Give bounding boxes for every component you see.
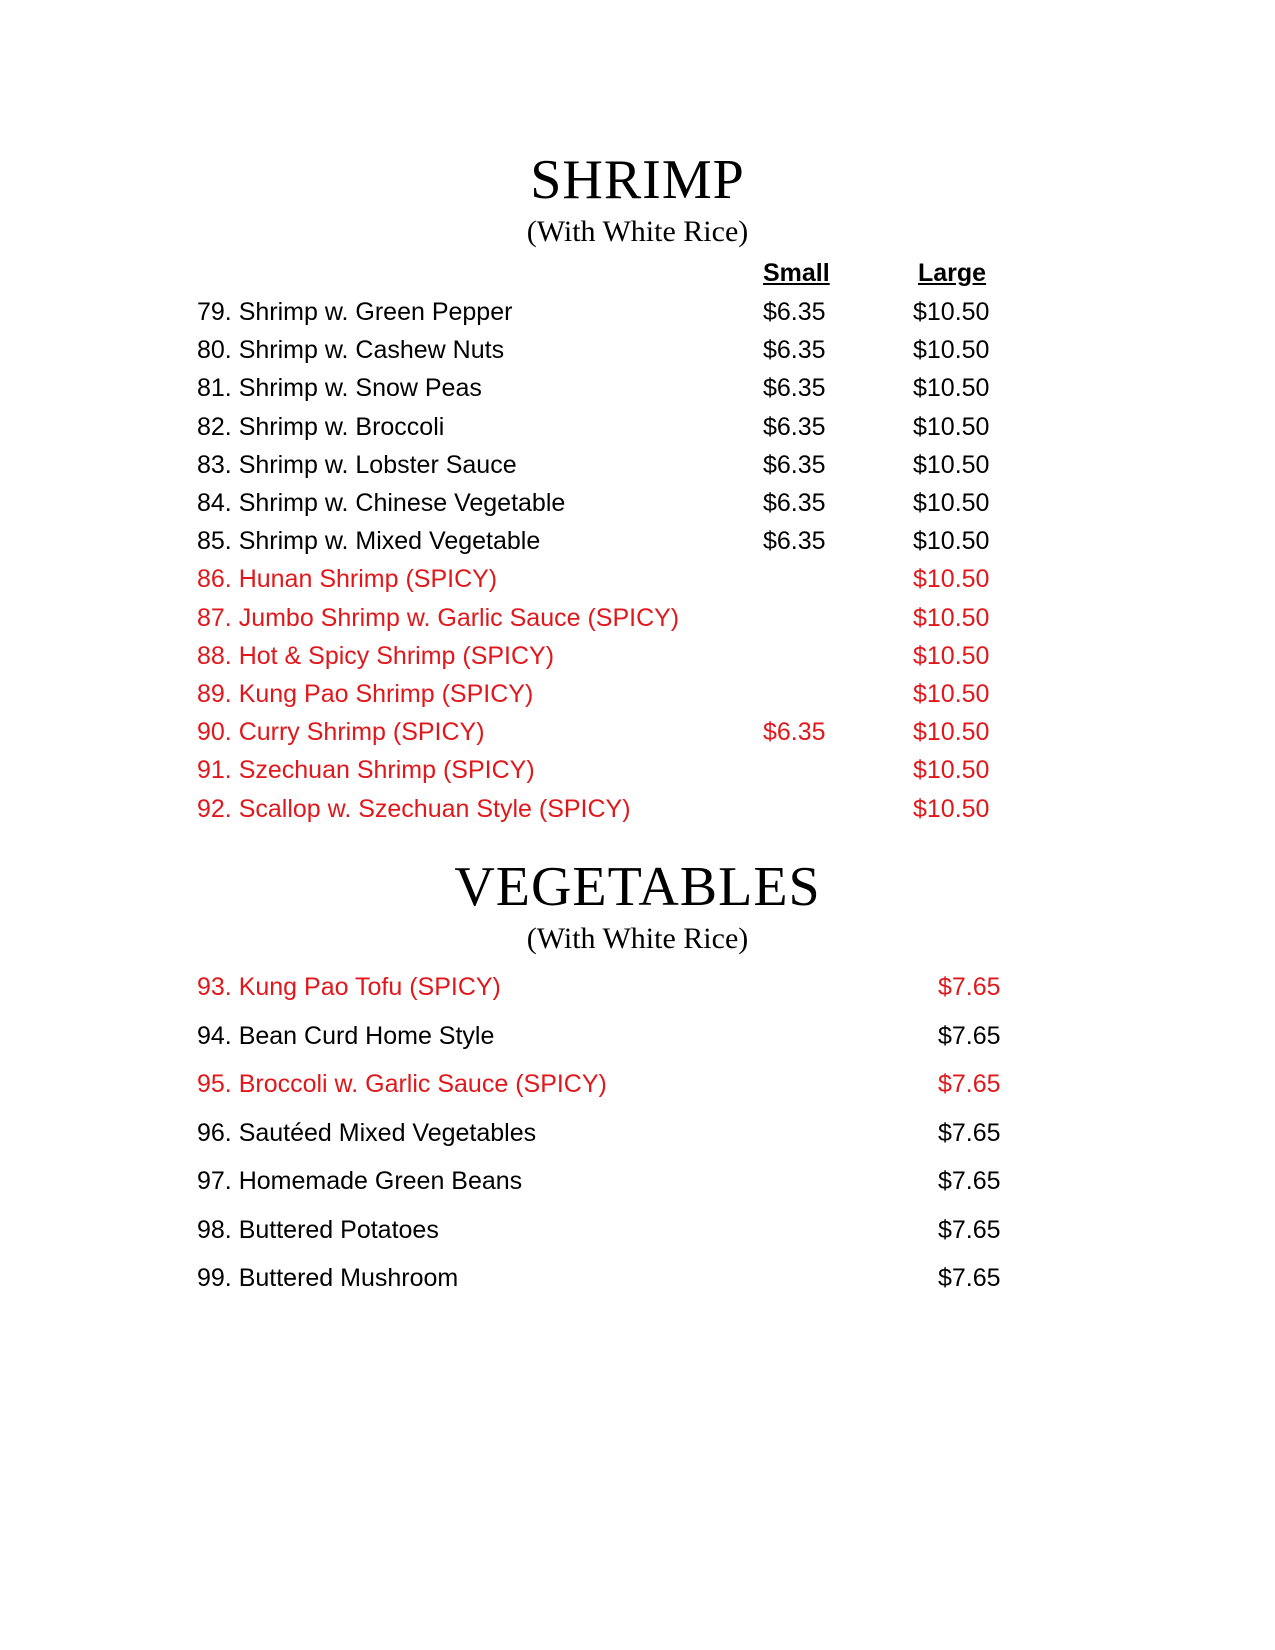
menu-item-row xyxy=(0,751,1275,789)
menu-item-row xyxy=(0,790,1275,828)
menu-item-name: 96. Sautéed Mixed Vegetables xyxy=(197,1118,537,1147)
menu-item-name: 82. Shrimp w. Broccoli xyxy=(197,412,445,441)
menu-item-small-price: $6.35 xyxy=(763,527,826,556)
menu-item-row xyxy=(0,560,1275,598)
menu-item-small-price: $6.35 xyxy=(763,412,826,441)
shrimp-section-subtitle: (With White Rice) xyxy=(526,215,749,248)
menu-item-name: 81. Shrimp w. Snow Peas xyxy=(197,374,482,403)
vegetables-section-subtitle: (With White Rice) xyxy=(526,922,749,955)
menu-item-price: $7.65 xyxy=(938,1021,1001,1050)
menu-item-small-price: $6.35 xyxy=(763,374,826,403)
menu-item-row xyxy=(0,599,1275,637)
menu-item-row xyxy=(0,1017,1275,1055)
menu-item-row xyxy=(0,522,1275,560)
shrimp-section-title: SHRIMP xyxy=(530,149,745,211)
menu-item-row xyxy=(0,675,1275,713)
menu-item-price: $7.65 xyxy=(938,1070,1001,1098)
menu-item-large-price: $10.50 xyxy=(913,527,990,556)
menu-item-large-price: $10.50 xyxy=(913,603,990,632)
menu-item-name: 83. Shrimp w. Lobster Sauce xyxy=(197,450,517,479)
menu-item-small-price: $6.35 xyxy=(763,489,826,517)
menu-item-name: 95. Broccoli w. Garlic Sauce (SPICY) xyxy=(197,1070,607,1098)
menu-item-name: 89. Kung Pao Shrimp (SPICY) xyxy=(197,680,534,708)
menu-item-small-price: $6.35 xyxy=(763,298,826,326)
menu-item-name: 85. Shrimp w. Mixed Vegetable xyxy=(197,527,541,556)
menu-item-name: 79. Shrimp w. Green Pepper xyxy=(197,298,513,326)
menu-item-row xyxy=(0,968,1275,1006)
menu-item-name: 80. Shrimp w. Cashew Nuts xyxy=(197,336,505,365)
vegetables-section-title: VEGETABLES xyxy=(454,856,821,918)
menu-item-small-price: $6.35 xyxy=(763,718,826,747)
menu-item-large-price: $10.50 xyxy=(913,450,990,479)
menu-item-name: 88. Hot & Spicy Shrimp (SPICY) xyxy=(197,641,555,670)
menu-item-large-price: $10.50 xyxy=(913,336,990,365)
menu-item-row xyxy=(0,713,1275,751)
menu-item-row xyxy=(0,1259,1275,1297)
menu-item-name: 84. Shrimp w. Chinese Vegetable xyxy=(197,489,566,517)
menu-item-price: $7.65 xyxy=(938,1264,1001,1292)
menu-item-large-price: $10.50 xyxy=(913,680,990,708)
menu-item-large-price: $10.50 xyxy=(913,412,990,441)
menu-item-row xyxy=(0,1211,1275,1249)
menu-item-name: 99. Buttered Mushroom xyxy=(197,1264,459,1292)
menu-item-row xyxy=(0,293,1275,331)
menu-item-large-price: $10.50 xyxy=(913,641,990,670)
menu-item-small-price: $6.35 xyxy=(763,450,826,479)
menu-item-price: $7.65 xyxy=(938,1215,1001,1244)
menu-item-large-price: $10.50 xyxy=(913,374,990,403)
menu-item-name: 87. Jumbo Shrimp w. Garlic Sauce (SPICY) xyxy=(197,603,680,632)
menu-item-large-price: $10.50 xyxy=(913,565,990,594)
menu-item-name: 93. Kung Pao Tofu (SPICY) xyxy=(197,973,501,1001)
menu-item-small-price: $6.35 xyxy=(763,336,826,365)
menu-item-row xyxy=(0,1162,1275,1200)
menu-item-name: 86. Hunan Shrimp (SPICY) xyxy=(197,565,498,594)
menu-item-name: 94. Bean Curd Home Style xyxy=(197,1021,495,1050)
menu-item-row xyxy=(0,637,1275,675)
menu-item-name: 91. Szechuan Shrimp (SPICY) xyxy=(197,756,535,785)
large-column-header: Large xyxy=(918,259,987,287)
menu-item-row xyxy=(0,331,1275,369)
menu-item-large-price: $10.50 xyxy=(913,298,990,326)
menu-item-row xyxy=(0,446,1275,484)
menu-item-row xyxy=(0,1114,1275,1152)
menu-item-large-price: $10.50 xyxy=(913,718,990,747)
menu-item-name: 98. Buttered Potatoes xyxy=(197,1215,439,1244)
menu-item-price: $7.65 xyxy=(938,973,1001,1001)
menu-item-large-price: $10.50 xyxy=(913,794,990,823)
menu-item-name: 90. Curry Shrimp (SPICY) xyxy=(197,718,485,747)
menu-item-name: 92. Scallop w. Szechuan Style (SPICY) xyxy=(197,794,631,823)
menu-item-name: 97. Homemade Green Beans xyxy=(197,1167,523,1195)
menu-item-price: $7.65 xyxy=(938,1118,1001,1147)
menu-item-large-price: $10.50 xyxy=(913,756,990,785)
menu-item-row xyxy=(0,1065,1275,1103)
menu-item-row xyxy=(0,369,1275,407)
menu-item-row xyxy=(0,408,1275,446)
menu-item-large-price: $10.50 xyxy=(913,489,990,517)
small-column-header: Small xyxy=(763,259,830,287)
menu-item-row xyxy=(0,484,1275,522)
menu-item-price: $7.65 xyxy=(938,1167,1001,1195)
